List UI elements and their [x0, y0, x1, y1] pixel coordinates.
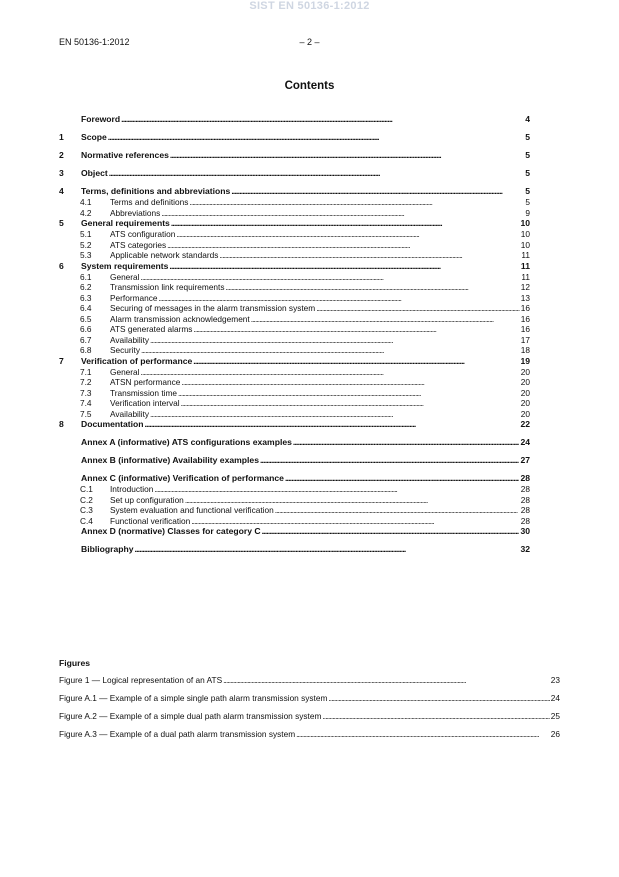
- toc-entry-page: 13: [520, 292, 530, 303]
- dot-leader: [275, 505, 520, 516]
- figure-entry[interactable]: [59, 729, 560, 740]
- toc-entry-number: 4.1: [80, 197, 92, 207]
- toc-entry-number: 6.6: [80, 324, 92, 334]
- dot-leader: [121, 114, 524, 125]
- toc-entry-label: [59, 218, 170, 229]
- toc-entry-label: [80, 293, 158, 304]
- toc-entry-title: Bibliography: [81, 544, 134, 554]
- toc-entry-page: 20: [520, 366, 530, 377]
- toc-entry-label: [80, 324, 192, 335]
- toc-entry-label: [59, 419, 144, 430]
- toc-entry-title: Annex C (informative) Verification of performance: [81, 473, 284, 483]
- toc-entry-title: Set up configuration: [110, 494, 184, 505]
- toc-entry-title: Availability: [110, 408, 150, 419]
- figure-entry-page: 26: [550, 729, 560, 739]
- toc-entry-number: 7.4: [80, 398, 92, 408]
- toc-entry-label: [59, 150, 169, 161]
- toc-entry-number: 5: [59, 218, 64, 228]
- toc-entry-title: ATS configuration: [110, 229, 176, 239]
- toc-entry-page: 5: [525, 168, 530, 178]
- figure-entry-title: Figure 1 — Logical representation of an ATS: [59, 675, 223, 685]
- toc-entry-page: 11: [520, 260, 530, 271]
- dot-leader: [262, 526, 520, 537]
- toc-entry-title: Security: [110, 345, 140, 355]
- toc-entry-number: 5.1: [80, 229, 92, 239]
- toc-entry[interactable]: [59, 282, 530, 293]
- toc-entry[interactable]: [59, 229, 530, 240]
- toc-entry-title: Applicable network standards: [110, 250, 219, 260]
- dot-leader: [176, 229, 519, 240]
- dot-leader: [226, 282, 520, 293]
- dot-leader: [193, 356, 519, 367]
- toc-entry[interactable]: [59, 544, 530, 555]
- toc-entry[interactable]: [59, 473, 530, 484]
- toc-entry-page: 32: [520, 544, 530, 554]
- dot-leader: [316, 303, 520, 314]
- toc-entry-title: Terms and definitions: [110, 197, 189, 207]
- toc-entry[interactable]: [59, 324, 530, 335]
- toc-entry-label: [59, 356, 192, 367]
- toc-entry-number: 7.3: [80, 387, 92, 398]
- toc-entry-page: 20: [520, 377, 530, 387]
- toc-entry[interactable]: [59, 261, 530, 272]
- toc-entry-number: 2: [59, 150, 64, 160]
- toc-entry-title: ATSN performance: [110, 377, 181, 387]
- toc-entry-label: [59, 168, 108, 179]
- toc-entry-page: 17: [520, 334, 530, 345]
- toc-entry-title: Performance: [110, 292, 158, 303]
- toc-entry[interactable]: [59, 495, 530, 506]
- toc-entry-title: Functional verification: [110, 515, 191, 526]
- toc-entry-page: 28: [520, 505, 530, 515]
- toc-entry-number: 6.3: [80, 292, 92, 303]
- dot-leader: [223, 675, 550, 686]
- toc-entry-label: [80, 409, 149, 420]
- toc-entry-label: [80, 272, 140, 283]
- dot-leader: [141, 272, 521, 283]
- dot-leader: [296, 729, 550, 740]
- toc-entry[interactable]: [59, 197, 530, 208]
- dot-leader: [231, 186, 524, 197]
- toc-entry-title: Transmission link requirements: [110, 282, 225, 292]
- toc-entry-number: 7.5: [80, 408, 92, 419]
- toc-entry-title: ATS categories: [110, 239, 167, 250]
- figures-heading: Figures: [59, 658, 91, 668]
- toc-entry-title: General: [110, 271, 140, 282]
- dot-leader: [193, 324, 519, 335]
- toc-entry-title: Verification interval: [110, 398, 180, 408]
- toc-entry-label: [80, 377, 180, 388]
- toc-entry-page: 5: [525, 186, 530, 196]
- toc-entry-page: 30: [520, 526, 530, 536]
- dot-leader: [219, 250, 520, 261]
- figure-entry[interactable]: [59, 693, 560, 704]
- toc-entry-label: [80, 335, 149, 346]
- toc-entry[interactable]: [59, 150, 530, 161]
- toc-entry-title: Documentation: [81, 419, 144, 429]
- toc-entry-title: Scope: [81, 132, 107, 142]
- dot-leader: [161, 208, 524, 219]
- toc-entry-title: Alarm transmission acknowledgement: [110, 313, 250, 324]
- figure-entry-title: Figure A.2 — Example of a simple dual path alarm transmission system: [59, 711, 322, 721]
- toc-entry-label: [80, 484, 153, 495]
- toc-entry[interactable]: [59, 168, 530, 179]
- toc-entry-number: 6.2: [80, 282, 92, 292]
- dot-leader: [191, 516, 520, 527]
- figure-entry[interactable]: [59, 711, 560, 722]
- table-of-contents: [59, 114, 530, 555]
- toc-entry-title: Securing of messages in the alarm transmission system: [110, 303, 316, 313]
- toc-entry[interactable]: [59, 526, 530, 537]
- toc-entry-label: [59, 526, 261, 537]
- toc-entry-page: 28: [520, 494, 530, 505]
- toc-entry-title: Abbreviations: [110, 207, 161, 218]
- toc-entry-number: 1: [59, 132, 64, 142]
- toc-entry-number: 4: [59, 186, 64, 196]
- toc-entry[interactable]: [59, 455, 530, 466]
- toc-entry-page: 20: [520, 408, 530, 419]
- toc-entry[interactable]: [59, 367, 530, 378]
- dot-leader: [189, 197, 524, 208]
- toc-entry-number: 4.2: [80, 207, 92, 218]
- dot-leader: [185, 495, 520, 506]
- toc-entry[interactable]: [59, 314, 530, 325]
- toc-entry-title: Availability: [110, 334, 150, 345]
- toc-entry[interactable]: [59, 250, 530, 261]
- toc-entry-title: Introduction: [110, 484, 154, 494]
- toc-entry-title: Normative references: [81, 150, 169, 160]
- toc-entry-label: [80, 388, 177, 399]
- figure-entry-page: 25: [550, 711, 560, 721]
- toc-entry-page: 11: [521, 271, 530, 282]
- toc-entry-label: [59, 186, 230, 197]
- toc-entry[interactable]: [59, 272, 530, 283]
- toc-entry-label: [59, 437, 292, 448]
- toc-entry-label: [80, 282, 225, 293]
- toc-entry[interactable]: [59, 240, 530, 251]
- toc-entry-title: Verification of performance: [81, 355, 193, 366]
- toc-entry-label: [80, 250, 218, 261]
- toc-entry[interactable]: [59, 398, 530, 409]
- toc-entry[interactable]: [59, 114, 530, 125]
- dot-leader: [170, 150, 524, 161]
- toc-entry-page: 16: [520, 303, 530, 313]
- toc-entry[interactable]: [59, 505, 530, 516]
- watermark: SIST EN 50136-1:2012: [249, 0, 370, 12]
- toc-entry-title: General: [110, 366, 140, 377]
- dot-leader: [108, 132, 524, 143]
- dot-leader: [251, 314, 520, 325]
- dot-leader: [181, 377, 519, 388]
- toc-entry[interactable]: [59, 186, 530, 197]
- toc-entry[interactable]: [59, 208, 530, 219]
- toc-entry-label: [80, 240, 166, 251]
- toc-entry-page: 11: [521, 250, 530, 260]
- toc-entry-number: 7.1: [80, 366, 92, 377]
- toc-entry-label: [80, 516, 190, 527]
- figure-entry-page: 24: [550, 693, 560, 703]
- toc-entry[interactable]: [59, 484, 530, 495]
- toc-entry-number: C.2: [80, 494, 93, 505]
- toc-entry-number: 6.7: [80, 334, 92, 345]
- toc-entry-label: [80, 314, 250, 325]
- toc-entry[interactable]: [59, 335, 530, 346]
- figure-entry-title: Figure A.1 — Example of a simple single path alarm transmission system: [59, 693, 328, 703]
- dot-leader: [154, 484, 519, 495]
- toc-entry-number: 6: [59, 260, 64, 271]
- toc-entry-label: [59, 114, 120, 125]
- dot-leader: [169, 261, 520, 272]
- toc-entry-page: 10: [520, 239, 530, 250]
- dot-leader: [322, 711, 549, 722]
- dot-leader: [109, 168, 524, 179]
- toc-entry-label: [80, 398, 180, 409]
- toc-entry-label: [59, 455, 259, 466]
- toc-entry-title: Transmission time: [110, 387, 178, 398]
- toc-entry-label: [80, 208, 160, 219]
- toc-entry[interactable]: [59, 409, 530, 420]
- dot-leader: [181, 398, 520, 409]
- toc-entry-title: System requirements: [81, 260, 169, 271]
- toc-entry[interactable]: [59, 388, 530, 399]
- toc-entry-number: C.3: [80, 505, 93, 515]
- toc-entry[interactable]: [59, 303, 530, 314]
- dot-leader: [293, 437, 520, 448]
- toc-entry-number: 6.4: [80, 303, 92, 313]
- toc-entry-page: 16: [520, 313, 530, 324]
- header-doc-id: EN 50136-1:2012: [59, 37, 130, 47]
- toc-entry-title: Object: [81, 168, 108, 178]
- toc-entry-page: 28: [520, 473, 530, 483]
- toc-entry[interactable]: [59, 132, 530, 143]
- toc-entry-title: Annex B (informative) Availability examples: [81, 455, 259, 465]
- toc-entry-label: [80, 367, 140, 378]
- toc-entry-title: Annex D (normative) Classes for category C: [81, 526, 261, 536]
- toc-entry-page: 20: [520, 387, 530, 398]
- toc-entry-page: 10: [520, 218, 530, 228]
- figure-entry[interactable]: [59, 675, 560, 686]
- toc-entry[interactable]: [59, 356, 530, 367]
- dot-leader: [167, 240, 520, 251]
- page-title: Contents: [284, 80, 335, 92]
- toc-entry-page: 22: [520, 419, 530, 429]
- dot-leader: [141, 345, 520, 356]
- header-page-number: – 2 –: [299, 37, 320, 47]
- toc-entry-label: [80, 345, 140, 356]
- toc-entry-label: [80, 495, 184, 506]
- toc-entry-page: 5: [525, 150, 530, 160]
- toc-entry-page: 12: [520, 282, 530, 292]
- dot-leader: [159, 293, 520, 304]
- dot-leader: [150, 335, 520, 346]
- toc-entry[interactable]: [59, 419, 530, 430]
- toc-entry-title: General requirements: [81, 218, 170, 228]
- toc-entry-page: 5: [525, 132, 530, 142]
- toc-entry-number: 5.2: [80, 239, 92, 250]
- toc-entry-page: 9: [525, 207, 530, 218]
- toc-entry[interactable]: [59, 516, 530, 527]
- toc-entry-number: 3: [59, 168, 64, 178]
- toc-entry-title: System evaluation and functional verification: [110, 505, 274, 515]
- toc-entry-label: [59, 544, 134, 555]
- toc-entry-title: Annex A (informative) ATS configurations examples: [81, 437, 292, 447]
- toc-entry-label: [80, 229, 175, 240]
- toc-entry-number: 8: [59, 419, 64, 429]
- toc-entry[interactable]: [59, 377, 530, 388]
- dot-leader: [145, 419, 520, 430]
- toc-entry-page: 19: [520, 355, 530, 366]
- toc-entry-number: C.1: [80, 484, 93, 494]
- dot-leader: [285, 473, 519, 484]
- toc-entry-page: 5: [525, 197, 530, 207]
- toc-entry-label: [59, 261, 168, 272]
- dot-leader: [260, 455, 519, 466]
- toc-entry-page: 28: [520, 515, 530, 526]
- toc-entry[interactable]: [59, 345, 530, 356]
- toc-entry-label: [59, 132, 107, 143]
- toc-entry-title: ATS generated alarms: [110, 324, 193, 334]
- dot-leader: [150, 409, 520, 420]
- toc-entry-page: 18: [520, 345, 530, 355]
- dot-leader: [328, 693, 549, 704]
- toc-entry-page: 20: [520, 398, 530, 408]
- toc-entry-page: 10: [520, 229, 530, 239]
- dot-leader: [178, 388, 520, 399]
- toc-entry-number: 6.8: [80, 345, 92, 355]
- toc-entry-page: 28: [520, 484, 530, 494]
- toc-entry-number: 7.2: [80, 377, 92, 387]
- toc-entry-page: 4: [525, 114, 530, 124]
- toc-entry-number: 6.5: [80, 313, 92, 324]
- toc-entry[interactable]: [59, 293, 530, 304]
- toc-entry-number: 6.1: [80, 271, 92, 282]
- figures-list: [59, 675, 560, 747]
- toc-entry-label: [59, 473, 284, 484]
- toc-entry-page: 27: [520, 455, 530, 465]
- toc-entry-label: [80, 303, 315, 314]
- toc-entry-number: 5.3: [80, 250, 92, 260]
- toc-entry[interactable]: [59, 437, 530, 448]
- dot-leader: [171, 218, 520, 229]
- dot-leader: [141, 367, 520, 378]
- dot-leader: [135, 544, 520, 555]
- toc-entry-number: 7: [59, 355, 64, 366]
- toc-entry-number: C.4: [80, 515, 93, 526]
- toc-entry-page: 24: [520, 437, 530, 447]
- toc-entry-page: 16: [520, 324, 530, 334]
- figure-entry-page: 23: [550, 675, 560, 685]
- figure-entry-title: Figure A.3 — Example of a dual path alarm transmission system: [59, 729, 296, 739]
- toc-entry-label: [80, 505, 274, 516]
- toc-entry-title: Foreword: [81, 114, 121, 124]
- toc-entry-title: Terms, definitions and abbreviations: [81, 186, 231, 196]
- toc-entry-label: [80, 197, 188, 208]
- toc-entry[interactable]: [59, 218, 530, 229]
